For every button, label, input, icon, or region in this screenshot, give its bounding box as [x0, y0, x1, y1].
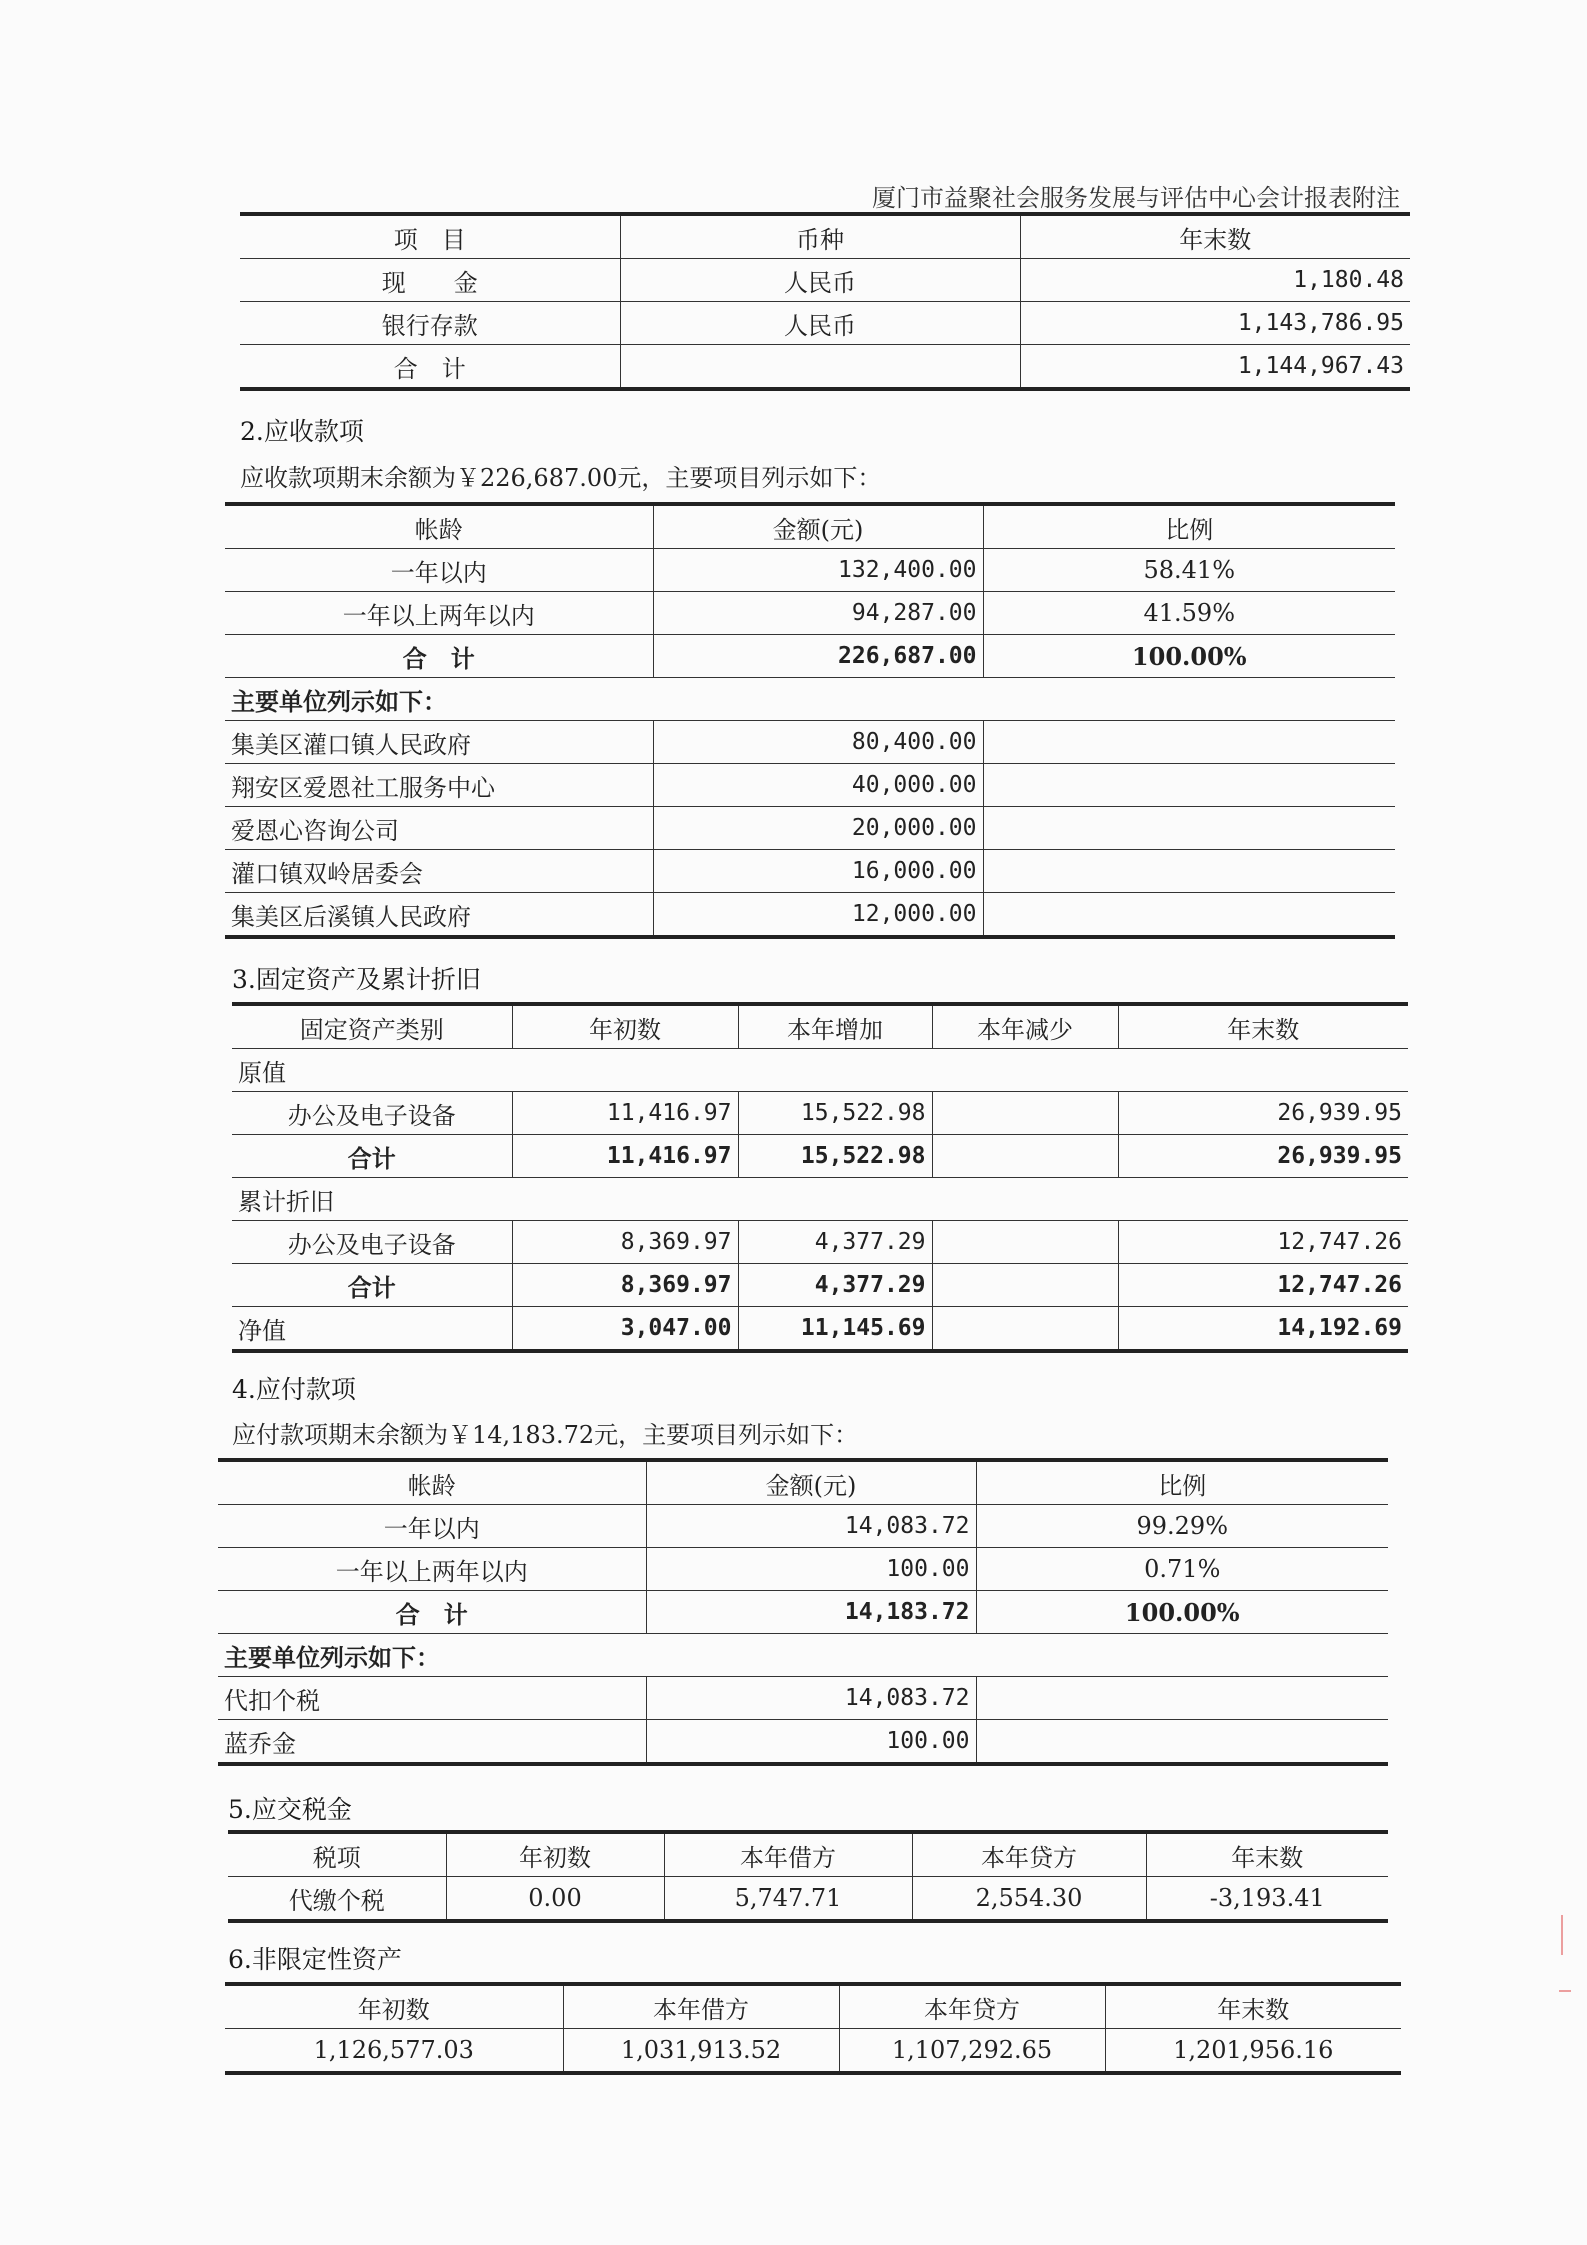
units-title-row [225, 678, 1395, 721]
unit-amount: 20,000.00 [653, 807, 983, 850]
table-row [240, 259, 1410, 302]
header-cell: 年末数 [1146, 1832, 1388, 1877]
table-row [225, 549, 1395, 592]
unit-amount: 40,000.00 [653, 764, 983, 807]
table-row [218, 1505, 1388, 1548]
table-cell: 26,939.95 [1118, 1135, 1408, 1178]
table-header-row [225, 504, 1395, 549]
header-cell: 固定资产类别 [232, 1004, 512, 1049]
receivables-table [225, 502, 1395, 939]
unit-name: 爱恩心咨询公司 [225, 807, 653, 850]
fixed-assets-table [232, 1002, 1408, 1353]
total-ratio: 100.00% [976, 1591, 1388, 1634]
group-label-row [232, 1178, 1408, 1221]
table-cell: 94,287.00 [653, 592, 983, 635]
table-cell [932, 1221, 1118, 1264]
table-cell: 办公及电子设备 [232, 1092, 512, 1135]
table-cell: 15,522.98 [738, 1092, 932, 1135]
header-cell: 本年减少 [932, 1004, 1118, 1049]
page-header: 厦门市益聚社会服务发展与评估中心会计报表附注 [872, 184, 1400, 212]
total-label: 合计 [232, 1135, 512, 1178]
table-cell: 132,400.00 [653, 549, 983, 592]
group-label-original: 原值 [232, 1049, 1408, 1092]
table-row [232, 1221, 1408, 1264]
table-row [232, 1092, 1408, 1135]
header-cell: 比例 [983, 504, 1395, 549]
table-cell: -3,193.41 [1146, 1877, 1388, 1922]
section-title-taxes: 5.应交税金 [228, 1795, 352, 1824]
table-row [225, 592, 1395, 635]
table-cell: 一年以内 [218, 1505, 646, 1548]
header-cell: 金额(元) [646, 1460, 976, 1505]
table-cell: 14,192.69 [1118, 1307, 1408, 1352]
header-cell: 税项 [228, 1832, 446, 1877]
table-cell [932, 1307, 1118, 1352]
total-row [218, 1591, 1388, 1634]
unit-amount: 12,000.00 [653, 893, 983, 938]
table-cell: 1,126,577.03 [225, 2029, 563, 2074]
header-cell: 本年贷方 [912, 1832, 1146, 1877]
table-cell: 人民币 [620, 259, 1020, 302]
table-cell [932, 1264, 1118, 1307]
total-value: 14,183.72 [646, 1591, 976, 1634]
total-row [240, 345, 1410, 390]
table-cell: 100.00 [646, 1548, 976, 1591]
table-cell: 1,031,913.52 [563, 2029, 839, 2074]
table-cell: 1,201,956.16 [1105, 2029, 1401, 2074]
table-row [225, 807, 1395, 850]
table-cell: 12,747.26 [1118, 1264, 1408, 1307]
total-label: 合 计 [218, 1591, 646, 1634]
table-cell: 3,047.00 [512, 1307, 738, 1352]
table-cell [620, 345, 1020, 390]
table-cell [983, 764, 1395, 807]
table-cell: 8,369.97 [512, 1221, 738, 1264]
stamp-edge-mark [1561, 1915, 1573, 1955]
units-title: 主要单位列示如下： [218, 1634, 1388, 1677]
total-ratio: 100.00% [983, 635, 1395, 678]
net-label: 净值 [232, 1307, 512, 1352]
total-value: 226,687.00 [653, 635, 983, 678]
header-cell: 比例 [976, 1460, 1388, 1505]
header-cell: 帐龄 [218, 1460, 646, 1505]
table-cell [976, 1720, 1388, 1765]
table-cell: 12,747.26 [1118, 1221, 1408, 1264]
table-cell [983, 850, 1395, 893]
total-row [232, 1135, 1408, 1178]
header-cell: 年末数 [1105, 1984, 1401, 2029]
table-cell: 2,554.30 [912, 1877, 1146, 1922]
table-cell: 1,180.48 [1020, 259, 1410, 302]
table-row [228, 1877, 1388, 1922]
table-cell: 代缴个税 [228, 1877, 446, 1922]
table-row [218, 1548, 1388, 1591]
section-title-unrestricted: 6.非限定性资产 [228, 1945, 402, 1974]
table-cell: 一年以上两年以内 [218, 1548, 646, 1591]
table-row [225, 893, 1395, 938]
table-row [225, 721, 1395, 764]
table-row [225, 850, 1395, 893]
header-cell: 年初数 [446, 1832, 664, 1877]
total-label: 合计 [232, 1264, 512, 1307]
header-cell: 帐龄 [225, 504, 653, 549]
payables-table [218, 1458, 1388, 1766]
header-cell: 本年贷方 [839, 1984, 1105, 2029]
unit-amount: 100.00 [646, 1720, 976, 1765]
units-title: 主要单位列示如下： [225, 678, 1395, 721]
table-cell [932, 1092, 1118, 1135]
unit-name: 集美区灌口镇人民政府 [225, 721, 653, 764]
unit-amount: 80,400.00 [653, 721, 983, 764]
table-header-row [240, 214, 1410, 259]
table-header-row [225, 1984, 1401, 2029]
header-cell: 本年增加 [738, 1004, 932, 1049]
table-cell [932, 1135, 1118, 1178]
table-row [225, 2029, 1401, 2074]
table-row [225, 764, 1395, 807]
units-title-row [218, 1634, 1388, 1677]
group-label-row [232, 1049, 1408, 1092]
total-row [232, 1264, 1408, 1307]
table-row [240, 302, 1410, 345]
total-row [225, 635, 1395, 678]
section-title-receivables: 2.应收款项 [240, 417, 364, 446]
table-cell: 14,083.72 [646, 1505, 976, 1548]
header-cell: 年末数 [1118, 1004, 1408, 1049]
table-cell: 11,416.97 [512, 1135, 738, 1178]
total-value: 1,144,967.43 [1020, 345, 1410, 390]
unit-name: 代扣个税 [218, 1677, 646, 1720]
table-cell [976, 1677, 1388, 1720]
unit-name: 翔安区爱恩社工服务中心 [225, 764, 653, 807]
table-cell: 8,369.97 [512, 1264, 738, 1307]
table-cell [983, 807, 1395, 850]
receivables-note: 应收款项期末余额为￥226,687.00元，主要项目列示如下： [240, 464, 882, 492]
header-cell: 本年借方 [664, 1832, 912, 1877]
table-cell: 11,416.97 [512, 1092, 738, 1135]
table-cell: 一年以内 [225, 549, 653, 592]
table-cell: 41.59% [983, 592, 1395, 635]
table-cell: 现 金 [240, 259, 620, 302]
table-header-row [218, 1460, 1388, 1505]
unit-amount: 16,000.00 [653, 850, 983, 893]
table-cell: 0.00 [446, 1877, 664, 1922]
section-title-fixed-assets: 3.固定资产及累计折旧 [232, 965, 481, 994]
net-row [232, 1307, 1408, 1352]
table-cell [983, 721, 1395, 764]
stamp-edge-mark [1559, 1990, 1571, 1992]
unit-name: 蓝乔金 [218, 1720, 646, 1765]
unit-amount: 14,083.72 [646, 1677, 976, 1720]
group-label-depreciation: 累计折旧 [232, 1178, 1408, 1221]
taxes-table [228, 1830, 1388, 1923]
table-cell: 1,107,292.65 [839, 2029, 1105, 2074]
table-cell: 11,145.69 [738, 1307, 932, 1352]
header-cell: 年初数 [512, 1004, 738, 1049]
table-cell: 一年以上两年以内 [225, 592, 653, 635]
table-cell: 银行存款 [240, 302, 620, 345]
table-cell: 15,522.98 [738, 1135, 932, 1178]
table-cell [983, 893, 1395, 938]
table-cell: 4,377.29 [738, 1221, 932, 1264]
table-cell: 58.41% [983, 549, 1395, 592]
table-header-row [232, 1004, 1408, 1049]
table-row [218, 1677, 1388, 1720]
table-cell: 26,939.95 [1118, 1092, 1408, 1135]
total-label: 合 计 [240, 345, 620, 390]
unit-name: 集美区后溪镇人民政府 [225, 893, 653, 938]
payables-note: 应付款项期末余额为￥14,183.72元，主要项目列示如下： [232, 1421, 859, 1449]
unrestricted-table [225, 1982, 1401, 2075]
table-row [218, 1720, 1388, 1765]
unit-name: 灌口镇双岭居委会 [225, 850, 653, 893]
header-cell: 本年借方 [563, 1984, 839, 2029]
table-cell: 99.29% [976, 1505, 1388, 1548]
header-cell: 年末数 [1020, 214, 1410, 259]
header-cell: 项 目 [240, 214, 620, 259]
header-cell: 币种 [620, 214, 1020, 259]
total-label: 合 计 [225, 635, 653, 678]
table-cell: 5,747.71 [664, 1877, 912, 1922]
table-cell: 人民币 [620, 302, 1020, 345]
table-cell: 4,377.29 [738, 1264, 932, 1307]
section-title-payables: 4.应付款项 [232, 1375, 356, 1404]
table-cell: 办公及电子设备 [232, 1221, 512, 1264]
table-cell: 0.71% [976, 1548, 1388, 1591]
header-cell: 年初数 [225, 1984, 563, 2029]
table-header-row [228, 1832, 1388, 1877]
header-cell: 金额(元) [653, 504, 983, 549]
cash-table [240, 212, 1410, 391]
table-cell: 1,143,786.95 [1020, 302, 1410, 345]
